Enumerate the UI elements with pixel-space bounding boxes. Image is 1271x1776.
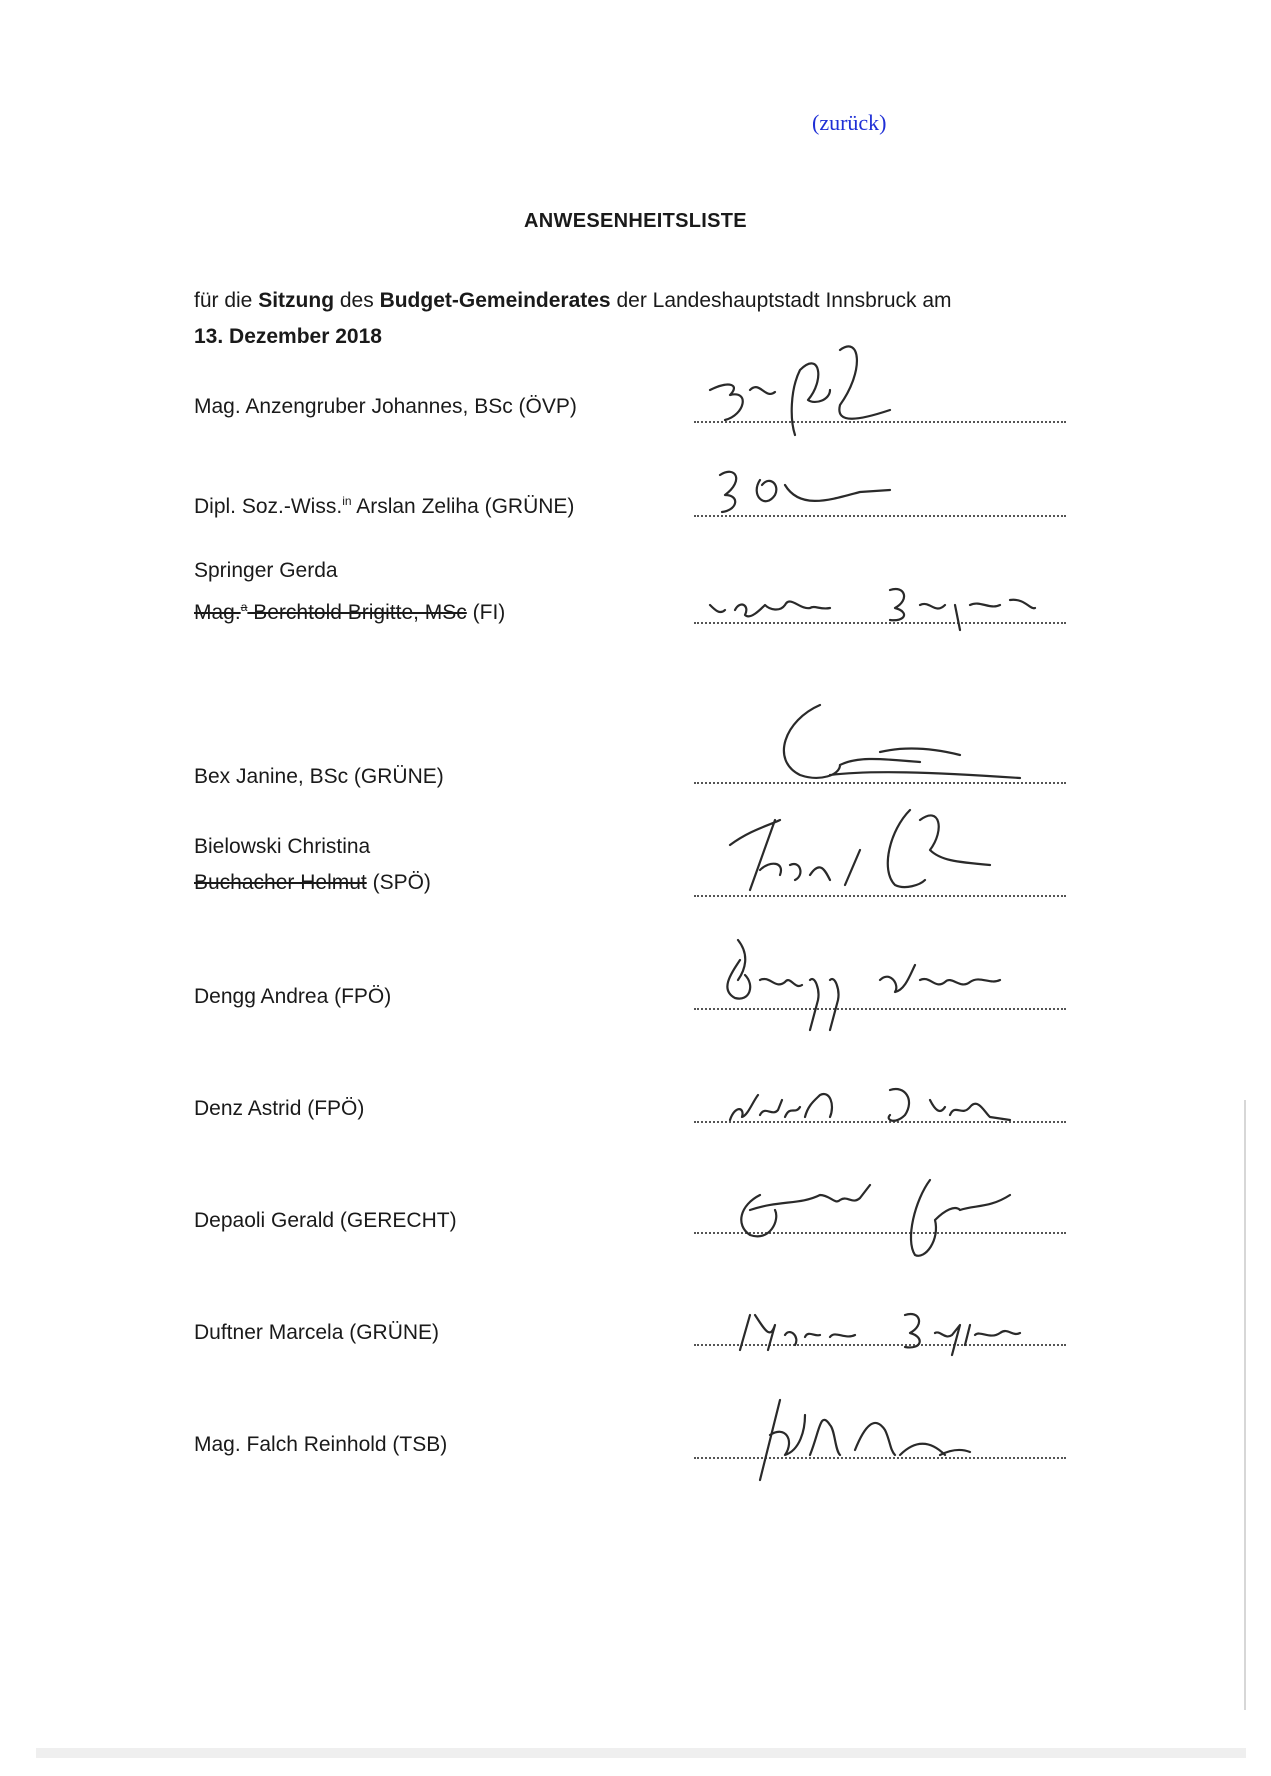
attendee-title-suffix: in <box>342 494 352 508</box>
scan-edge-shadow <box>1244 1100 1246 1710</box>
signature-mark <box>690 1370 1080 1480</box>
document-title-text: ANWESENHEITSLISTE <box>524 210 747 232</box>
signature-mark <box>690 920 1080 1030</box>
substitute-name: Bielowski Christina <box>194 835 371 858</box>
intro-bold-session: Sitzung <box>258 289 335 312</box>
attendee-name: Bex Janine, BSc (GRÜNE) <box>194 765 444 788</box>
intro-text-1: für die <box>194 289 259 312</box>
struck-attendee-name: Buchacher Helmut <box>194 871 367 894</box>
signature-mark <box>690 550 1080 660</box>
attendee-name: Denz Astrid (FPÖ) <box>194 1097 365 1120</box>
struck-attendee-name: Berchtold Brigitte, MSc <box>247 601 467 624</box>
attendee-party: (FI) <box>466 601 506 624</box>
signature-mark <box>690 330 1080 440</box>
attendee-name: Duftner Marcela (GRÜNE) <box>194 1321 440 1344</box>
substitute-name: Springer Gerda <box>194 559 338 582</box>
struck-attendee-title: Mag. <box>194 601 241 624</box>
attendee-title: Dipl. Soz.-Wiss. <box>194 495 343 518</box>
document-title <box>0 210 1271 233</box>
scan-bottom-shadow <box>36 1748 1246 1758</box>
signature-mark <box>690 690 1080 800</box>
intro-bold-council: Budget-Gemeinderates <box>379 289 611 312</box>
intro-text-2: des <box>334 289 380 312</box>
signature-mark <box>690 1045 1080 1155</box>
attendee-name: Mag. Anzengruber Johannes, BSc (ÖVP) <box>194 395 577 418</box>
struck-attendee-title-suffix: a <box>240 600 248 614</box>
attendee-name-rest: Arslan Zeliha (GRÜNE) <box>351 495 575 518</box>
signature-mark <box>690 790 1080 900</box>
signature-mark <box>690 1150 1080 1260</box>
attendee-name: Mag. Falch Reinhold (TSB) <box>194 1433 448 1456</box>
back-link[interactable]: (zurück) <box>812 110 887 135</box>
attendee-party: (SPÖ) <box>366 871 431 894</box>
attendee-name: Depaoli Gerald (GERECHT) <box>194 1209 457 1232</box>
signature-mark <box>690 1275 1080 1385</box>
intro-text-3: der Landeshauptstadt Innsbruck am <box>610 289 952 312</box>
meeting-date: 13. Dezember 2018 <box>194 325 382 348</box>
attendee-name: Dengg Andrea (FPÖ) <box>194 985 392 1008</box>
signature-mark <box>690 440 1080 550</box>
